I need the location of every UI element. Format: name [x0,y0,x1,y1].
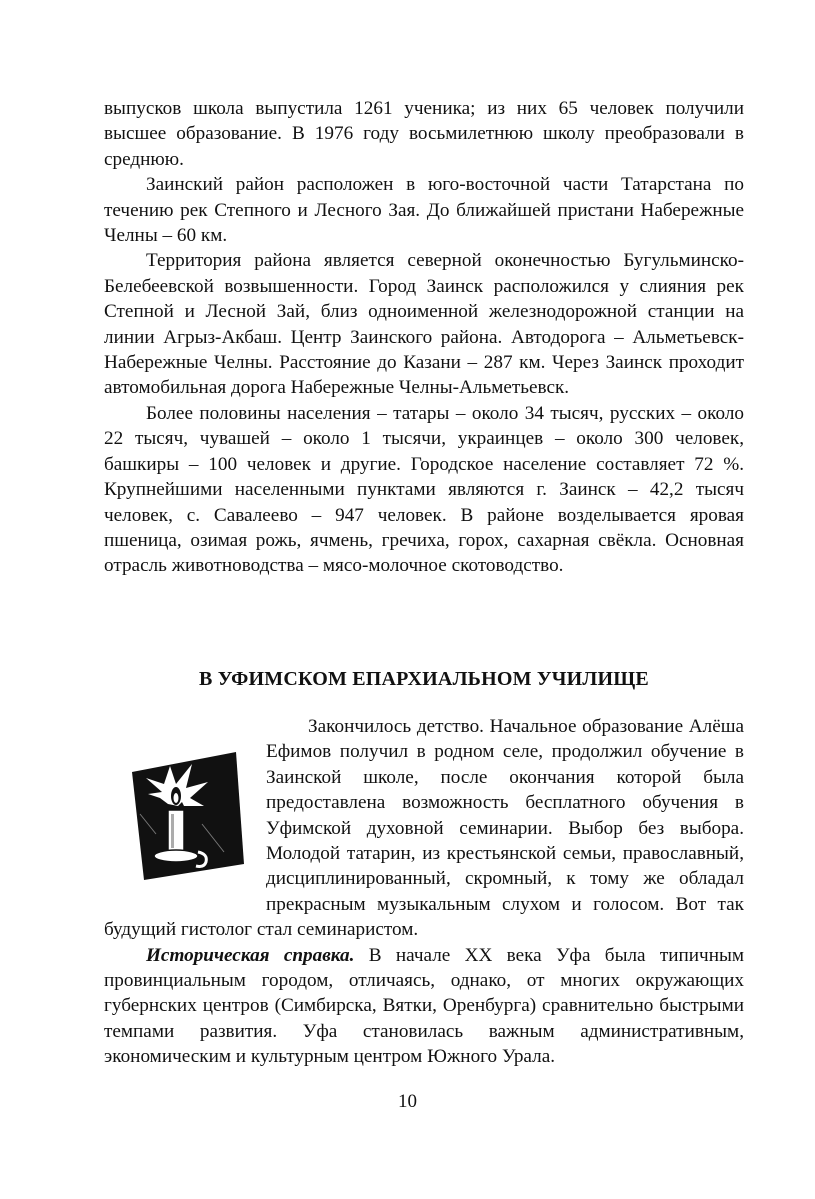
candle-illustration [104,744,266,894]
history-note-label: Историческая справка. [146,944,355,966]
paragraph-district-location: Заинский район расположен в юго-восточной части Татарстана по течению рек Степного и Лесного Зая. До ближайшей пристани Набережные Челны – 60 км. [104,174,744,247]
section-heading: В УФИМСКОМ ЕПАРХИАЛЬНОМ УЧИЛИЩЕ [199,668,649,690]
paragraph-history-note [104,943,744,1070]
paragraph-territory: Территория района является северной оконечностью Бугульминско-Белебеевской возвышенности. Город Заинск расположился у слияния рек Степной и Лесной Зай, близ одноименной железнодорожной станции на линии Агрыз-Акбаш. Центр Заинского района. Автодорога – Альметьевск-Набережные Челны. Расстояние до Казани – 287 км. Через Заинск проходит автомобильная дорога Набережные Челны-Альметьевск. [104,250,744,399]
paragraph-childhood: Закончилось детство. Начальное образование Алёша Ефимов получил в родном селе, продолжил обучение в Заинской школе, после окончания которой была предоставлена возможность бесплатного обучения в Уфимской духовной семинарии. Выбор без выбора. Молодой татарин, из крестьянской семьи, православный, дисциплинированный, скромный, к тому же обладал прекрасным музыкальным слухом и голосом. Вот так будущий гистолог стал семинаристом. [104,716,744,941]
candle-icon [104,744,254,884]
paragraph-continuation: выпусков школа выпустила 1261 ученика; из них 65 человек получили высшее образование. В 1976 году восьмилетнюю школу преобразовали в среднюю. [104,98,744,170]
page-number: 10 [398,1091,417,1112]
history-note-text: В начале XX века Уфа была типичным провинциальным городом, отличаясь, однако, от многих окружающих губернских центров (Симбирска, Вятки, Оренбурга) сравнительно быстрыми темпами развития. Уфа становилась важным административным, экономическим и культурным центром Южного Урала. [104,944,744,1068]
paragraph-population: Более половины населения – татары – около 34 тысяч, русских – около 22 тысяч, чувашей – около 1 тысячи, украинцев – около 300 человек, башкиры – 100 человек и другие. Городское население составляет 72 %. Крупнейшими населенными пунктами являются г. Заинск – 42,2 тысяч человек, с. Савалеево – 947 человек. В районе возделывается яровая пшеница, озимая рожь, ячмень, гречиха, горох, сахарная свёкла. Основная отрасль животноводства – мясо-молочное скотоводство. [104,402,744,577]
body-text [104,96,744,579]
section-body [104,714,744,1070]
